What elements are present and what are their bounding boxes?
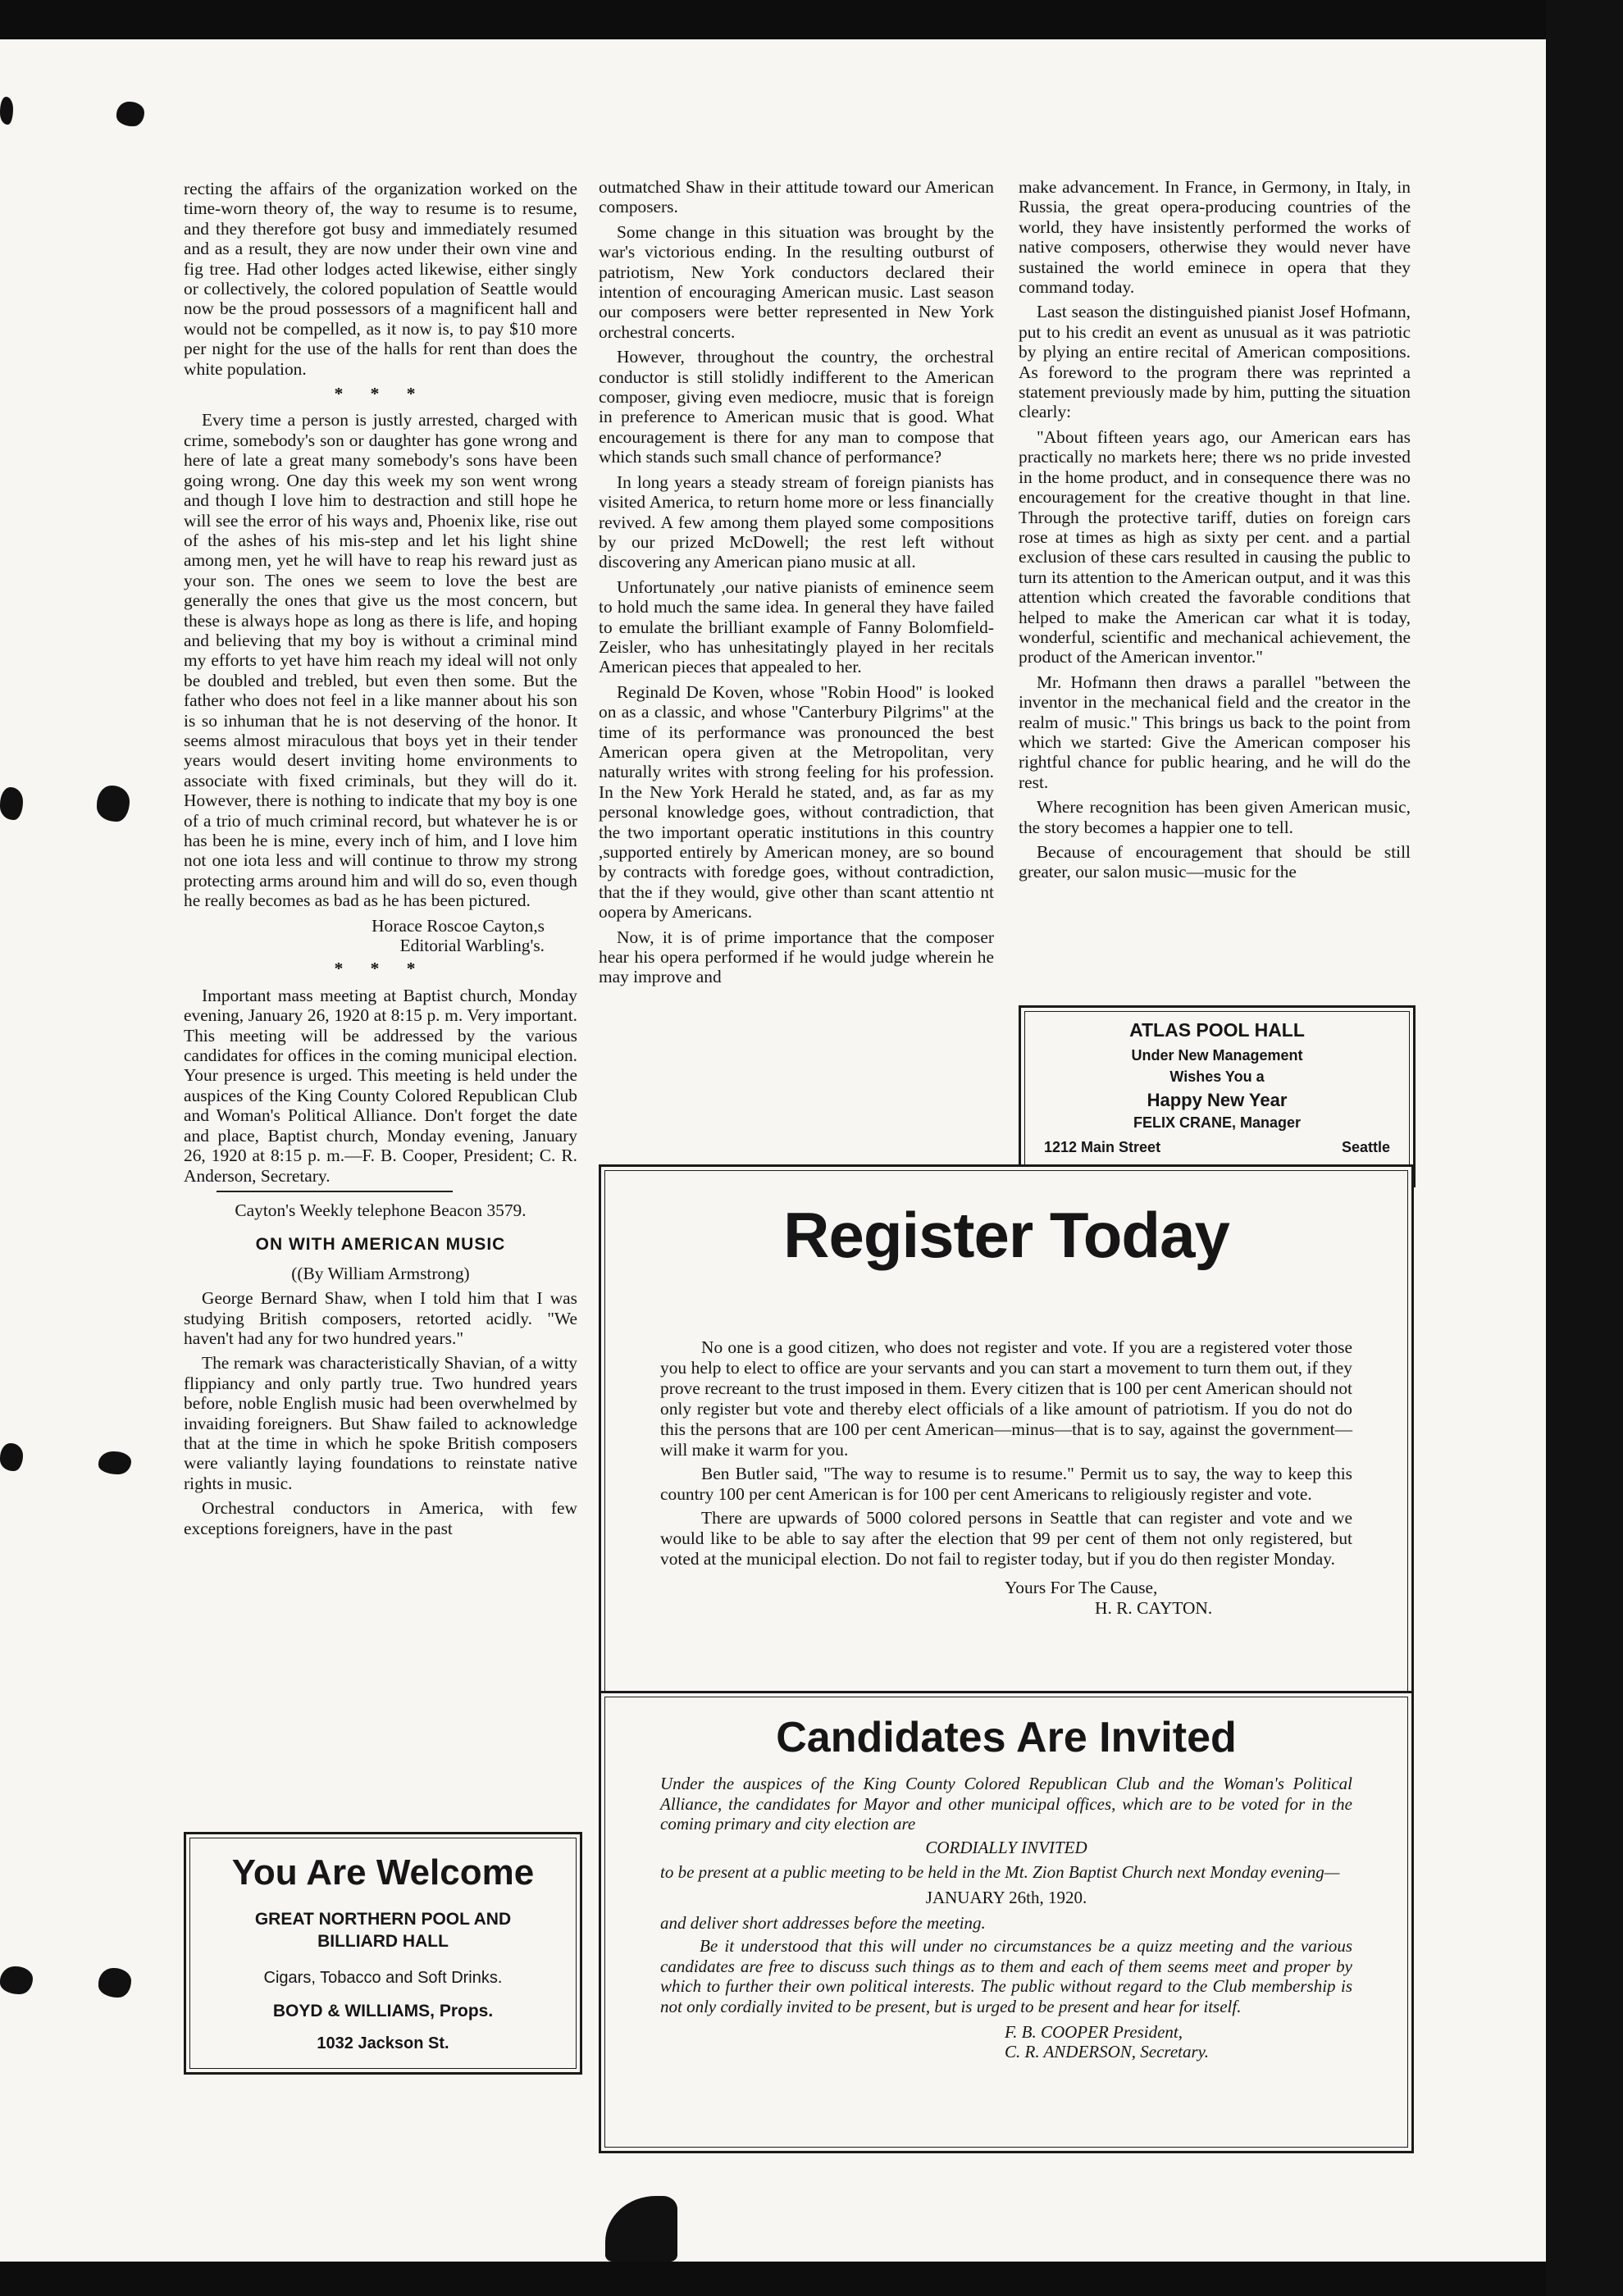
hole-blot	[116, 102, 144, 126]
ad-paragraph: Ben Butler said, "The way to resume is to resume." Permit us to say, the way to keep this country 100 per cent American is for 100 per cent Americans to religiously register and vote.	[660, 1464, 1352, 1504]
scan-edge-shadow	[1546, 0, 1623, 2296]
ad-paragraph: and deliver short addresses before the meeting.	[660, 1912, 986, 1933]
hole-blot	[0, 97, 13, 125]
article-paragraph: recting the affairs of the organization worked on the time-worn theory of, the way to resume is to resume, and they therefore got busy and immediately resumed and as a result, they are now under their own vine and fig tree. Had other lodges acted likewise, either singly or collectively, the colored population of Seattle would now be the proud possessors of a magnificent hall and would not be compelled, as it now is, to pay $10 more per night for the use of the halls for rent than does the white population.	[184, 179, 577, 379]
ad-paragraph: Be it understood that this will under no circumstances be a quizz meeting and the various candidates are free to discuss such things as to them and each of them seems meet and proper by which to further their own political interests. The public without regard to the Club membership is not only cordially invited to be present, but is urged to be present and hear for itself.	[660, 1936, 1352, 2016]
ad-line: Happy New Year	[1147, 1090, 1288, 1110]
column-2	[599, 177, 994, 992]
divider-rule	[217, 1191, 453, 1192]
article-paragraph: Because of encouragement that should be still greater, our salon music—music for the	[1019, 842, 1411, 882]
article-paragraph: In long years a steady stream of foreign pianists has visited America, to return home more or less financially revived. A few among them played some compositions by our prized McDowell; the rest left without discovering any American piano music at all.	[599, 472, 994, 572]
ad-closing: Yours For The Cause,	[1005, 1578, 1158, 1597]
ad-body	[660, 1774, 1352, 2062]
article-paragraph: Last season the distinguished pianist Josef Hofmann, put to his credit an event as unusual as it was patriotic by plying an entire recital of American compositions. As foreword to the program there was reprinted a statement previously made by him, putting the situation clearly:	[1019, 302, 1411, 422]
ad-invitation: CORDIALLY INVITED	[925, 1837, 1087, 1857]
ad-paragraph: No one is a good citizen, who does not register and vote. If you are a registered voter those you help to elect to office are your servants and you can start a movement to turn them out, if they prove recreant to the trust imposed in them. Every citizen that is 100 per cent American should not only register but vote and thereby elect officials of a like amount of patriotism. If you do not do this the persons that are 100 per cent American—minus—that is to say, against the government—will make it warm for you.	[660, 1337, 1352, 1460]
ad-headline: Register Today	[783, 1199, 1229, 1271]
telephone-notice: Cayton's Weekly telephone Beacon 3579.	[235, 1200, 527, 1220]
article-paragraph: "About fifteen years ago, our American ears has practically no markets here; there ws no pride invested in the home product, and in consequence there was no encouragement for the creative thought in that line. Through the protective tariff, duties on foreign cars rose at times as high as sixty per cent. and a partial exclusion of these cars resulted in causing the public to turn its attention to the American output, and it was this attention which created the favorable conditions that helped to make the American car what it is today, wonderful, scientific and mechanical achievement, the product of the American inventor."	[1019, 426, 1411, 667]
hole-blot	[97, 786, 130, 822]
hole-blot	[0, 1966, 33, 1994]
ad-signature: C. R. ANDERSON, Secretary.	[1005, 2042, 1210, 2062]
ad-headline: Candidates Are Invited	[776, 1714, 1237, 1761]
ad-line: Under New Management	[1131, 1047, 1303, 1064]
candidates-invited-ad	[599, 1691, 1414, 2153]
article-paragraph: Where recognition has been given American music, the story becomes a happier one to tell.	[1019, 797, 1411, 837]
article-paragraph: outmatched Shaw in their attitude toward our American composers.	[599, 177, 994, 217]
article-paragraph: Unfortunately ,our native pianists of eminence seem to hold much the same idea. In general they have failed to emulate the brilliant example of Fanny Bolomfield-Zeisler, who has unhesitatingly played in her recitals American pieces that appealed to her.	[599, 576, 994, 677]
ad-signature: F. B. COOPER President,	[1005, 2021, 1183, 2042]
article-paragraph: Now, it is of prime importance that the composer hear his opera performed if he would judge wherein he may improve and	[599, 927, 994, 987]
article-paragraph: Important mass meeting at Baptist church, Monday evening, January 26, 1920 at 8:15 p. m. Very important. This meeting will be addressed by the various candidates for offices in the coming municipal election. Your presence is urged. This meeting is held under the auspices of the King County Colored Republican Club and Woman's Political Alliance. Don't forget the date and place, Baptist church, Monday evening, January 26, 1920 at 8:15 p. m.—F. B. Cooper, President; C. R. Anderson, Secretary.	[184, 985, 577, 1186]
article-paragraph: Orchestral conductors in America, with few exceptions foreigners, have in the past	[184, 1498, 577, 1538]
column-1	[184, 179, 577, 1543]
ad-paragraph: Under the auspices of the King County Colored Republican Club and the Woman's Political Alliance, the candidates for Mayor and other municipal offices, which are to be voted for in the coming primary and city election are	[660, 1774, 1352, 1834]
article-byline: ((By William Armstrong)	[291, 1263, 470, 1283]
torn-corner-blot	[605, 2196, 677, 2262]
article-paragraph: George Bernard Shaw, when I told him that I was studying British composers, retorted acidly. "We haven't had any for two hundred years."	[184, 1288, 577, 1348]
editorial-signature: Horace Roscoe Cayton,s	[372, 915, 545, 936]
column-3	[1019, 177, 1411, 887]
atlas-pool-hall-ad	[1019, 1005, 1416, 1187]
article-paragraph: The remark was characteristically Shavian, of a witty flippiancy and only partly true. Two hundred years before, noble English music had been overwhelmed by invaiding foreigners. But Shaw failed to acknowledge that at the time in which he spoke British composers were valiantly laying foundations to reinstate native rights in music.	[184, 1353, 577, 1493]
ad-business-name: GREAT NORTHERN POOL AND BILLIARD HALL	[254, 1910, 512, 1951]
hole-blot	[0, 787, 23, 820]
article-headline: ON WITH AMERICAN MUSIC	[255, 1235, 506, 1255]
section-divider: * * *	[334, 384, 427, 404]
newspaper-page	[0, 39, 1546, 2262]
article-paragraph: However, throughout the country, the orchestral conductor is still stolidly indifferent to the American composer, giving even mediocre, music that is foreign in preference to American music that is good. What encouragement is there for any man to compose that which stands such small chance of performance?	[599, 347, 994, 467]
ad-address: 1032 Jackson St.	[317, 2034, 449, 2052]
editorial-signature: Editorial Warbling's.	[399, 936, 545, 956]
meeting-date: JANUARY 26th, 1920.	[925, 1887, 1087, 1907]
article-paragraph: Reginald De Koven, whose "Robin Hood" is looked on as a classic, and whose "Canterbury Pilgrims" at the time of its performance was pronounced the best American opera given at the Metropolitan, very naturally writes with strong feeling for his profession. In the New York Herald he stated, and, as far as my personal knowledge goes, without contradiction, that the two important operatic institutions in this country ,supported entirely by American money, are so bound by contracts with foredge goes, without contradiction, that the if they would, give other than scant attentio nt oopera by Americans.	[599, 681, 994, 922]
ad-paragraph: There are upwards of 5000 colored persons in Seattle that can register and vote and we would like to be able to say after the election that 99 per cent of them not only registered, but voted at the municipal election. Do not fail to register today, but if you do then register Monday.	[660, 1508, 1352, 1569]
article-paragraph: Some change in this situation was brought by the war's victorious ending. In the resulting outburst of patriotism, New York conductors declared their intention of encouraging American music. Last season our composers were better represented in New York orchestral concerts.	[599, 221, 994, 342]
ad-paragraph: to be present at a public meeting to be held in the Mt. Zion Baptist Church next Monday evening—	[660, 1862, 1340, 1883]
ad-city: Seattle	[1341, 1139, 1390, 1155]
ad-title: ATLAS POOL HALL	[1129, 1019, 1305, 1041]
ad-line: Wishes You a	[1169, 1068, 1265, 1085]
hole-blot	[98, 1968, 131, 1998]
article-paragraph: Every time a person is justly arrested, charged with crime, somebody's son or daughter has gone wrong and here of late a great many somebody's sons have been going wrong. One day this week my son went wrong and though I love him to destraction and still hope he will see the error of his ways and, Phoenix like, rise out of the ashes of his mis-step and let his light shine among men, yet he will have to reap his reward just as your son. The ones we seem to love the best are generally the ones that give us the most concern, but these is always hope as long as there is life, and hoping and believing that my boy is without a criminal mind my efforts to yet have him reach my ideal will not only be doubled and trebled, but even then some. But the father who does not feel in a like manner about his son is so inhuman that he is not deserving of the honor. It seems almost miraculous that boys yet in their tender years would desert inviting home environments to associate with fixed criminals, but they will do it. However, there is nothing to indicate that my boy is one of a trio of much criminal record, but whatever he is or has been he is mine, every inch of him, and I love him not one iota less and will continue to throw my strong protecting arms around him and will do so, even though he really becomes as bad as he has been pictured.	[184, 410, 577, 911]
article-paragraph: make advancement. In France, in Germony, in Italy, in Russia, the great opera-producing countries of the world, they have insistently performed the works of native composers, otherwise they would never have sustained the world eminece in opera that they command today.	[1019, 177, 1411, 298]
ad-body	[660, 1337, 1352, 1619]
ad-line: FELIX CRANE, Manager	[1133, 1114, 1302, 1131]
you-are-welcome-ad	[184, 1832, 582, 2075]
section-divider: * * *	[334, 959, 427, 979]
hole-blot	[98, 1451, 131, 1474]
ad-headline: You Are Welcome	[231, 1852, 535, 1893]
ad-signer: H. R. CAYTON.	[1095, 1598, 1213, 1618]
ad-address: 1212 Main Street	[1044, 1139, 1161, 1155]
ad-proprietors: BOYD & WILLIAMS, Props.	[272, 2002, 494, 2020]
hole-blot	[0, 1443, 23, 1471]
article-paragraph: Mr. Hofmann then draws a parallel "between the inventor in the mechanical field and the creator in the realm of music." This brings us back to the point from which we started: Give the American composer his rightful chance for public hearing, and he will do the rest.	[1019, 672, 1411, 792]
ad-line: Cigars, Tobacco and Soft Drinks.	[263, 1969, 503, 1987]
register-today-ad	[599, 1164, 1414, 1715]
